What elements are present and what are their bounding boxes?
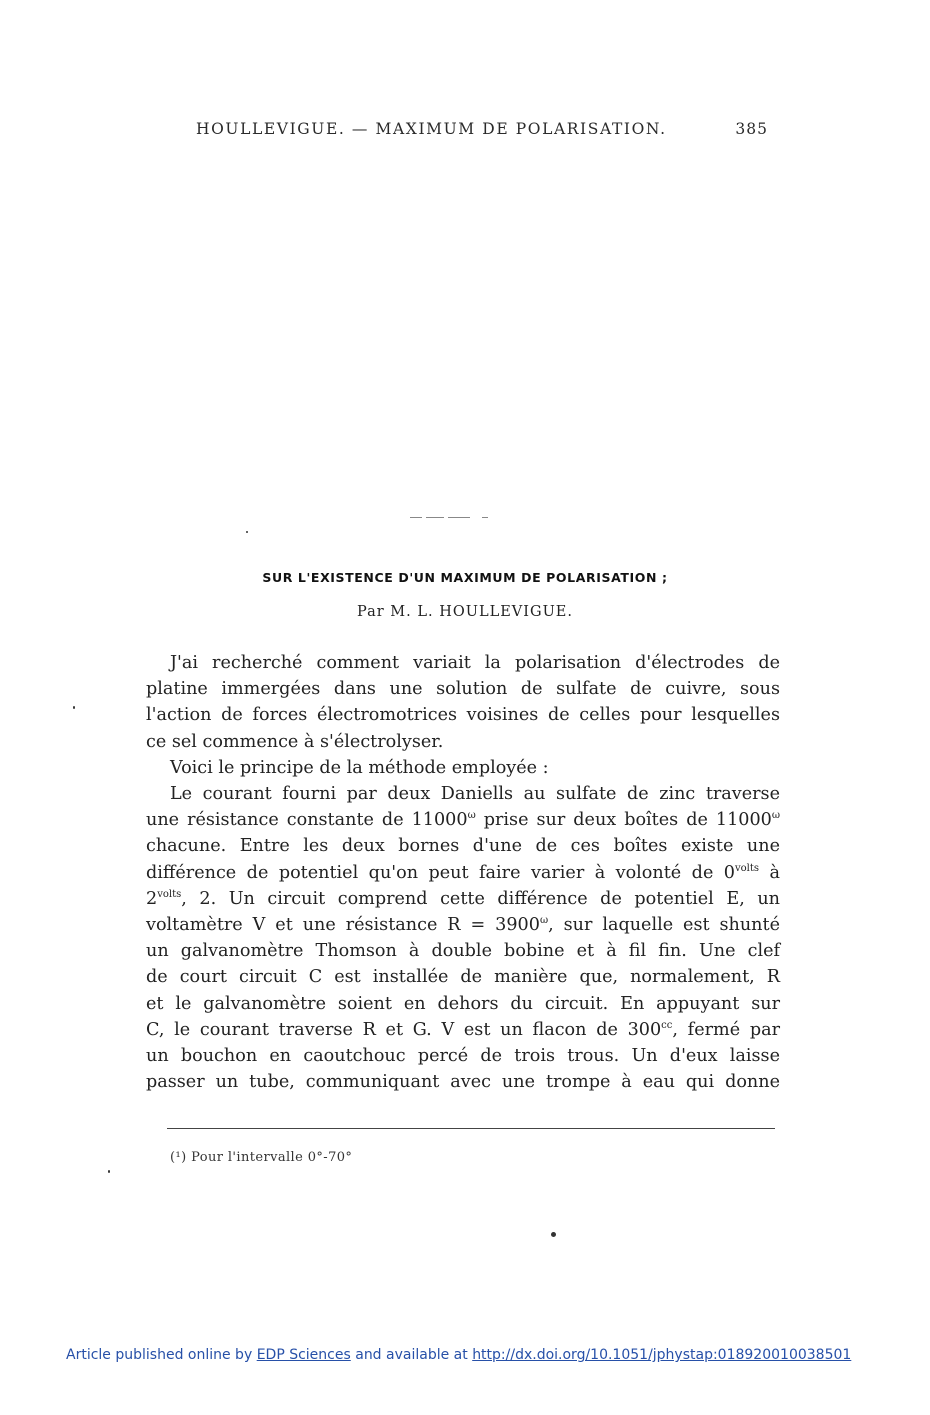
footnote-rule [157,1128,775,1129]
text-line: une résistance constante de $11000^\omega$ prise sur deux boîtes de $11000^\omega$ [146,810,780,831]
text-line: un bouchon en caoutchouc percé de trois trous. Un d'eux laisse [146,1046,780,1067]
publisher-link[interactable]: EDP Sciences [256,1347,351,1363]
unit-superscript: cc [661,1019,673,1031]
text-line: Le courant fourni par deux Daniells au sulfate de zinc traverse [170,784,780,805]
author-line [0,604,930,620]
text-line: un galvanomètre Thomson à double bobine et à fil fin. Une clef [146,941,780,962]
unit-superscript: volts [157,888,182,900]
text-line: C, le courant traverse R et G. V est un flacon de $300^{cc}$, fermé par [146,1019,780,1040]
text-line: passer un tube, communiquant avec une trompe à eau qui donne [146,1072,780,1093]
text-line: différence de potentiel qu'on peut faire varier à volonté de $0^{volts}$ à [146,862,780,883]
text-line: voltamètre V et une résistance $R = 3900^\omega$, sur laquelle est shunté [146,915,780,936]
text-line: et le galvanomètre soient en dehors du circuit. En appuyant sur [146,993,780,1014]
author-prefix: Par [356,604,385,620]
text-line: $2^{volts}$, 2. Un circuit comprend cette différence de potentiel E, un [146,888,780,909]
notice-prefix: Article published online by [66,1347,253,1363]
article-title: SUR L'EXISTENCE D'UN MAXIMUM DE POLARISATION ; [262,570,668,585]
page-number: 385 [735,120,768,138]
publication-notice [66,1347,851,1363]
ohm-superscript: ω [467,810,476,822]
print-speck [551,1232,556,1237]
running-head [196,120,768,138]
text-line: platine immergées dans une solution de sulfate de cuivre, sous [146,679,780,700]
ohm-superscript: ω [771,810,780,822]
text-line: de court circuit C est installée de manière que, normalement, R [146,967,780,988]
text-line: l'action de forces électromotrices voisines de celles pour lesquelles [146,705,780,726]
notice-middle: and available at [355,1347,468,1363]
text-line: Voici le principe de la méthode employée : [170,757,549,778]
print-speck [108,1170,110,1173]
title-ornament [410,517,490,519]
doi-link[interactable]: http://dx.doi.org/10.1051/jphystap:018920010038501 [472,1347,852,1363]
article-body [146,650,780,1095]
footnote [170,1150,352,1165]
ohm-superscript: ω [539,915,549,927]
text-line: ce sel commence à s'électrolyser. [146,731,444,752]
author-name: M. L. HOULLEVIGUE. [390,604,573,620]
print-speck [73,706,75,709]
unit-superscript: volts [735,862,760,874]
print-speck [246,531,248,533]
footnote-marker: (¹) [170,1150,187,1165]
text-line: chacune. Entre les deux bornes d'une de ces boîtes existe une [146,836,780,857]
text-line: J'ai recherché comment variait la polarisation d'électrodes de [170,653,780,673]
running-head-title: HOULLEVIGUE. — MAXIMUM DE POLARISATION. [196,120,667,138]
footnote-text: Pour l'intervalle 0°-70° [191,1150,353,1165]
